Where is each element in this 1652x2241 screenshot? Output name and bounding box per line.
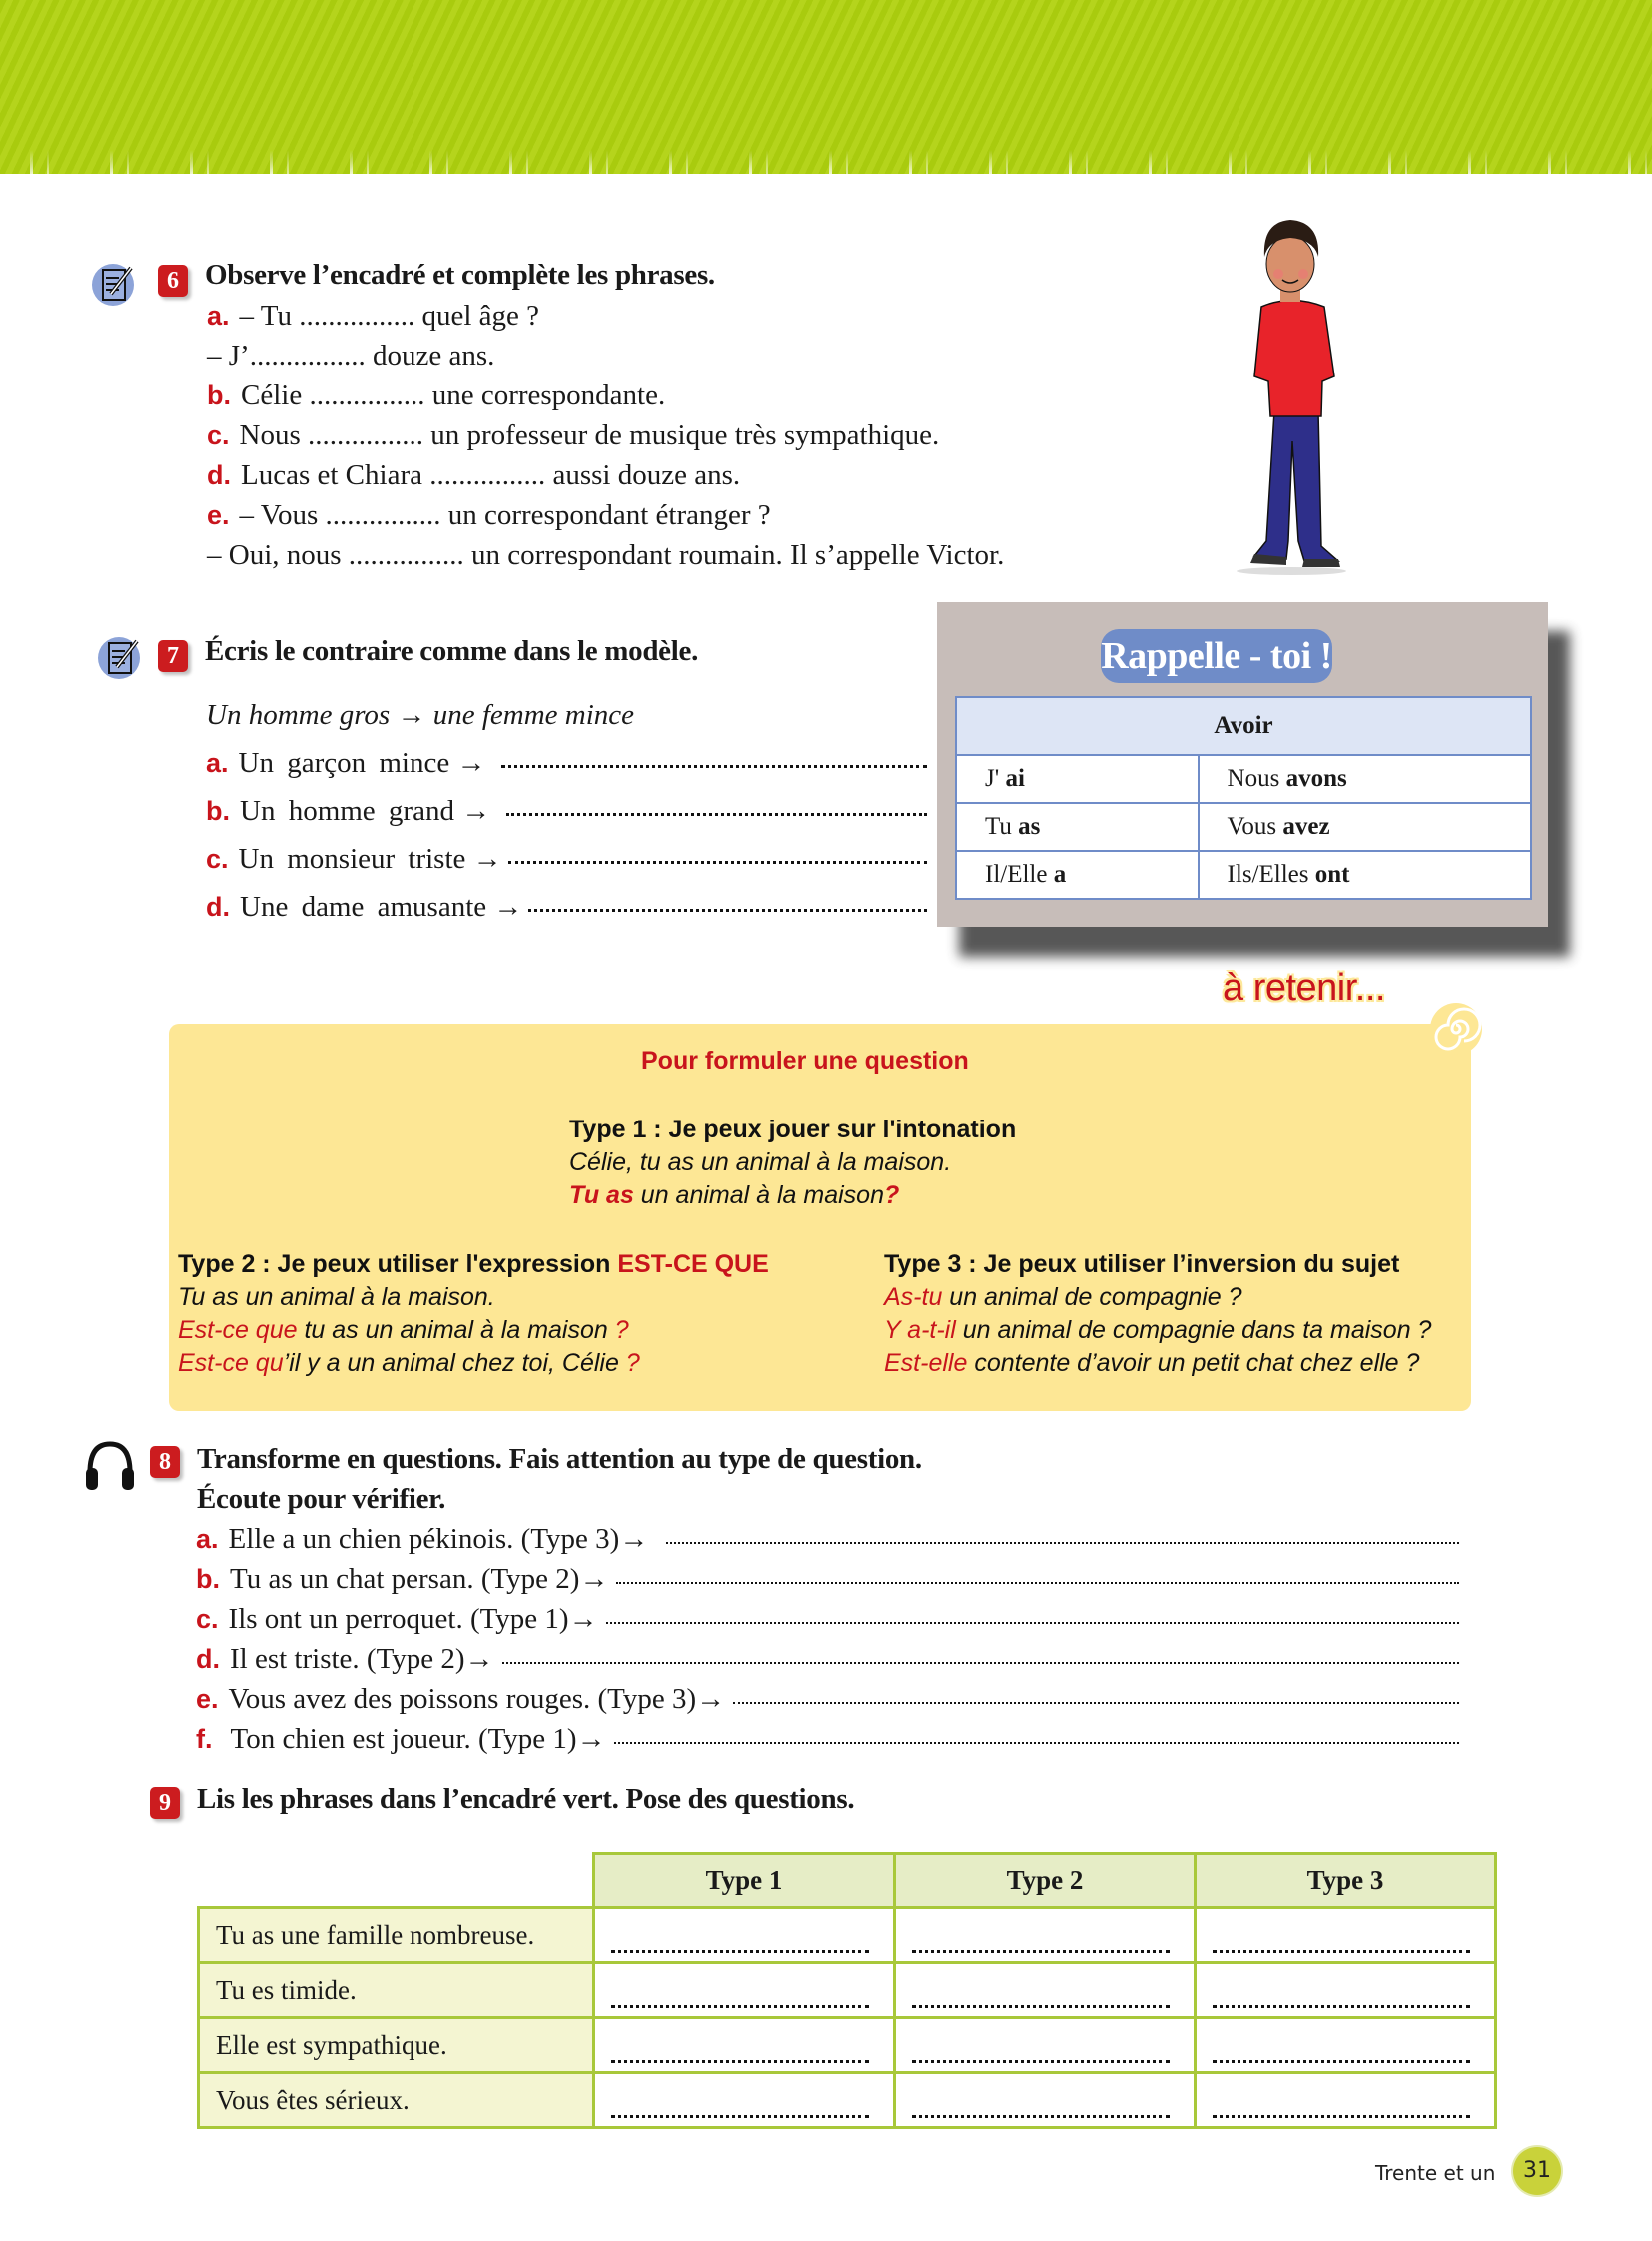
exercise-8-line-f: f. Ton chien est joueur. (Type 1) →	[196, 1723, 1459, 1756]
banner-torn-edge	[0, 150, 1652, 176]
arrow-icon: →	[493, 891, 523, 923]
exercise-6-line-a-reply: – J’................ douze ans.	[207, 340, 495, 372]
answer-line[interactable]	[501, 765, 927, 768]
exercise-8-line-c: c. Ils ont un perroquet. (Type 1) →	[196, 1603, 1459, 1636]
answer-cell[interactable]	[895, 1963, 1196, 2018]
conjugation-cell: Il/Elle a	[956, 851, 1199, 899]
boy-illustration	[1227, 212, 1356, 576]
retenir-label: à retenir...	[1223, 967, 1385, 1009]
answer-line[interactable]	[528, 909, 927, 912]
type-1-heading: Type 1 : Je peux jouer sur l'intonation	[569, 1116, 1017, 1143]
type-3-example: Y a-t-il un animal de compagnie dans ta maison ?	[884, 1316, 1432, 1344]
item-label: b.	[206, 796, 230, 826]
arrow-icon: →	[461, 795, 491, 827]
item-label: a.	[196, 1524, 219, 1554]
conjugation-cell: Ils/Elles ont	[1199, 851, 1531, 899]
exercise-6-line-a: a. – Tu ................ quel âge ?	[207, 300, 539, 332]
answer-cell[interactable]	[895, 1908, 1196, 1963]
answer-line[interactable]	[733, 1702, 1459, 1704]
item-label: a.	[207, 301, 230, 331]
type-2-example: Est-ce que tu as un animal à la maison ?	[178, 1316, 629, 1344]
conjugation-cell: J' ai	[956, 755, 1199, 803]
item-label: b.	[207, 380, 231, 410]
answer-line[interactable]	[506, 813, 927, 816]
answer-cell[interactable]	[594, 2018, 895, 2073]
arrow-icon: →	[472, 843, 502, 875]
top-banner	[0, 0, 1652, 174]
exercise-7-line-b: b. Un homme grand →	[206, 795, 927, 828]
exercise-8-subtitle: Écoute pour vérifier.	[197, 1483, 446, 1515]
item-label: f.	[196, 1724, 213, 1754]
item-label: e.	[207, 500, 230, 530]
exercise-8-line-a: a. Elle a un chien pékinois. (Type 3) →	[196, 1523, 1459, 1556]
type-3-heading: Type 3 : Je peux utiliser l’inversion du sujet	[884, 1250, 1400, 1278]
answer-line[interactable]	[502, 1662, 1459, 1664]
exercise-6-line-e: e. – Vous ................ un correspondant étranger ?	[207, 499, 771, 531]
item-label: d.	[196, 1644, 220, 1674]
table-row	[199, 1908, 1496, 1963]
avoir-conjugation-table	[955, 696, 1532, 900]
exercise-7-line-c: c. Un monsieur triste →	[206, 843, 927, 876]
conjugation-cell: Nous avons	[1199, 755, 1531, 803]
exercise-8-title: Transforme en questions. Fais attention au type de question.	[197, 1443, 922, 1475]
corner-cell	[199, 1854, 594, 1908]
item-label: c.	[196, 1604, 219, 1634]
type-1-example: Tu as un animal à la maison?	[569, 1181, 900, 1209]
column-header: Type 2	[895, 1854, 1196, 1908]
exercise-7-line-a: a. Un garçon mince →	[206, 747, 927, 780]
answer-line[interactable]	[614, 1742, 1459, 1744]
spiral-icon	[1428, 1001, 1484, 1057]
type-3-example: As-tu un animal de compagnie ?	[884, 1283, 1242, 1311]
exercise-8-line-d: d. Il est triste. (Type 2) →	[196, 1643, 1459, 1676]
answer-cell[interactable]	[1196, 1908, 1496, 1963]
notepad-pencil-icon	[95, 631, 145, 681]
answer-blank[interactable]: ................	[309, 379, 425, 411]
arrow-icon: →	[397, 699, 426, 731]
row-label: Tu es timide.	[199, 1963, 594, 2018]
arrow-icon: →	[576, 1723, 606, 1755]
arrow-icon: →	[579, 1563, 609, 1595]
exercise-number-badge: 7	[158, 640, 188, 672]
type-2-example: Tu as un animal à la maison.	[178, 1283, 495, 1311]
conjugation-cell: Tu as	[956, 803, 1199, 851]
type-2-example: Est-ce qu’il y a un animal chez toi, Célie ?	[178, 1349, 640, 1377]
arrow-icon: →	[456, 747, 486, 779]
answer-blank[interactable]: ................	[308, 419, 424, 451]
answer-blank[interactable]: ................	[348, 539, 464, 571]
type-3-example: Est-elle contente d’avoir un petit chat chez elle ?	[884, 1349, 1420, 1377]
answer-cell[interactable]	[594, 2073, 895, 2128]
answer-blank[interactable]: ................	[299, 300, 415, 332]
page-number-badge: 31	[1513, 2147, 1561, 2195]
exercise-6-title: Observe l’encadré et complète les phrases.	[205, 259, 715, 291]
notepad-pencil-icon	[89, 258, 139, 308]
answer-cell[interactable]	[1196, 2073, 1496, 2128]
verb-header: Avoir	[956, 697, 1531, 755]
answer-line[interactable]	[508, 861, 927, 864]
answer-cell[interactable]	[594, 1908, 895, 1963]
answer-cell[interactable]	[594, 1963, 895, 2018]
table-row	[199, 2073, 1496, 2128]
answer-cell[interactable]	[1196, 2018, 1496, 2073]
type-1-example: Célie, tu as un animal à la maison.	[569, 1148, 952, 1176]
exercise-8-line-b: b. Tu as un chat persan. (Type 2) →	[196, 1563, 1459, 1596]
answer-line[interactable]	[606, 1622, 1459, 1624]
item-label: d.	[206, 892, 230, 922]
item-label: d.	[207, 460, 231, 490]
item-label: c.	[207, 420, 230, 450]
answer-blank[interactable]: ................	[325, 499, 441, 531]
exercise-6-line-b: b. Célie ................ une correspondante.	[207, 379, 666, 411]
page-number-text: Trente et un	[1375, 2161, 1496, 2185]
exercise-number-badge: 8	[150, 1446, 180, 1478]
item-label: e.	[196, 1684, 219, 1714]
item-label: b.	[196, 1564, 220, 1594]
type-2-heading: Type 2 : Je peux utiliser l'expression EST-CE QUE	[178, 1250, 769, 1278]
exercise-9-title: Lis les phrases dans l’encadré vert. Pose des questions.	[197, 1783, 855, 1815]
item-label: a.	[206, 748, 229, 778]
arrow-icon: →	[696, 1683, 726, 1715]
row-label: Tu as une famille nombreuse.	[199, 1908, 594, 1963]
answer-cell[interactable]	[895, 2073, 1196, 2128]
answer-line[interactable]	[616, 1582, 1459, 1584]
conjugation-cell: Vous avez	[1199, 803, 1531, 851]
rule-title: Pour formuler une question	[641, 1047, 969, 1075]
exercise-number-badge: 9	[150, 1787, 180, 1819]
table-row	[199, 1963, 1496, 2018]
question-types-table	[197, 1852, 1497, 2129]
row-label: Elle est sympathique.	[199, 2018, 594, 2073]
arrow-icon: →	[464, 1643, 494, 1675]
exercise-7-title: Écris le contraire comme dans le modèle.	[205, 635, 699, 667]
exercise-8-line-e: e. Vous avez des poissons rouges. (Type 3) →	[196, 1683, 1459, 1716]
exercise-6-line-c: c. Nous ................ un professeur de musique très sympathique.	[207, 419, 940, 451]
arrow-icon: →	[568, 1603, 598, 1635]
item-label: c.	[206, 844, 229, 874]
row-label: Vous êtes sérieux.	[199, 2073, 594, 2128]
answer-line[interactable]	[666, 1542, 1459, 1544]
column-header: Type 1	[594, 1854, 895, 1908]
answer-cell[interactable]	[895, 2018, 1196, 2073]
answer-cell[interactable]	[1196, 1963, 1496, 2018]
reminder-title: Rappelle - toi !	[1101, 629, 1332, 683]
column-header: Type 3	[1196, 1854, 1496, 1908]
answer-blank[interactable]: ................	[249, 340, 366, 372]
exercise-number-badge: 6	[158, 265, 188, 297]
exercise-7-model: Un homme gros → une femme mince	[206, 699, 635, 731]
exercise-7-line-d: d. Une dame amusante →	[206, 891, 927, 924]
exercise-6-line-e-reply: – Oui, nous ................ un correspondant roumain. Il s’appelle Victor.	[207, 539, 1005, 571]
answer-blank[interactable]: ................	[429, 459, 546, 491]
arrow-icon: →	[619, 1523, 649, 1555]
headphones-icon	[82, 1438, 138, 1494]
table-row	[199, 2018, 1496, 2073]
exercise-6-line-d: d. Lucas et Chiara ................ aussi douze ans.	[207, 459, 741, 491]
